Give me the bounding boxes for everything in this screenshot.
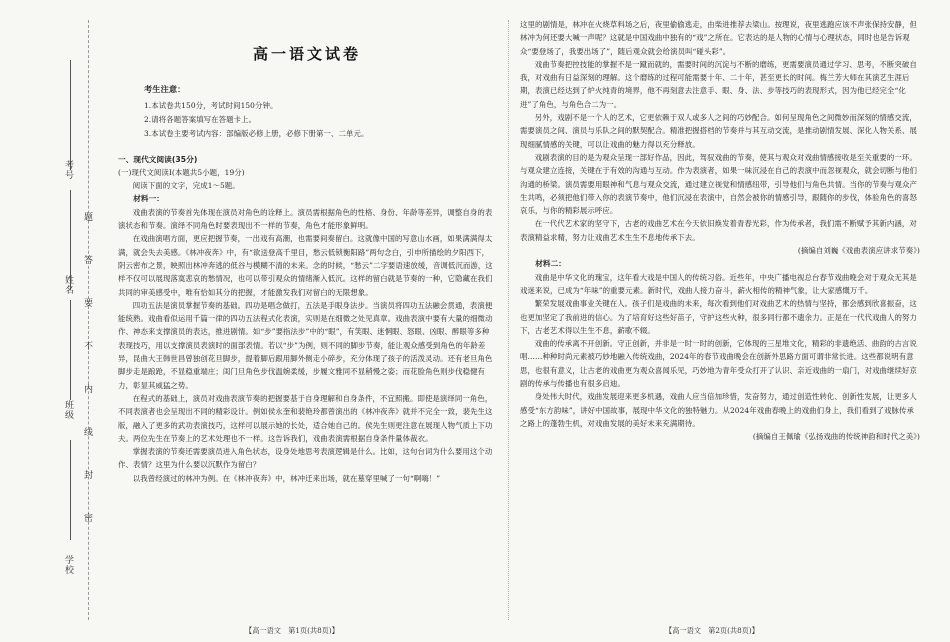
notice-item: 1.本试卷共150分，考试时间150分钟。 (144, 100, 278, 110)
paragraph: 戏曲表演的节奏首先体现在演员对角色的诠释上。演员需根据角色的性格、身份、年龄等差异，调整自身的表演状态和节奏。演绎不同角色时要表现出不一样的节奏，角色才能形象鲜明。 (118, 207, 493, 231)
source-citation: (摘编自刘巍《戏曲表演应讲求节奏》) (797, 246, 920, 256)
paragraph: 另外，戏剧不是一个人的艺术，它更依赖于双人或多人之间的巧妙配合。如何呈现角色之间微妙而深刻的情感交流，需要演员之间、演员与乐队之间的默契配合。精准把握搭档的节奏并与其互动交流，是推动剧情发展、深化人物关系、展现细腻情感的关键，可以让戏曲的魅力得以充分释放。 (520, 113, 918, 149)
page-1-footer: 【高一语文 第1页(共8页)】 (245, 626, 339, 635)
notice-heading: 考生注意： (144, 84, 186, 95)
seal-char: 线 (84, 428, 94, 438)
paragraph: 在一代代艺术家的坚守下，古老的戏曲艺术在今天依旧焕发着青春光彩，作为传承者，我们需不断赋予其新内涵，对表演精益求精，努力让戏曲艺术生生不息地传承下去。 (520, 219, 917, 242)
subsection-heading: (一)现代文阅读Ⅰ(本题共5小题，19分) (118, 167, 245, 177)
notice-list (144, 99, 496, 141)
binding-line (70, 300, 71, 400)
seal-char: 要 (84, 299, 94, 309)
paragraph: 在程式的基础上，演员对戏曲表演节奏的把握要基于自身理解和自身条件，不宜照搬。即使是演绎同一角色，不同表演者也会呈现出不同的精彩设计。例如侯永奎和裴艳玲都曾演出的《林冲夜奔》就并不完全一致，裴先生这版，融入了更多的武功表演技巧，这样可以展示她的长处，适合她自己的。侯先生则更注意在展现人物气质上下功夫。两位先生在节奏上的艺术处理也不一样。这告诉我们，戏曲表演需根据自身条件量体裁衣。 (118, 393, 493, 443)
paragraph: 繁荣发展戏曲事业关键在人。孩子们是戏曲的未来，每次看到他们对戏曲艺术的热情与坚持，都会感到欣喜振奋，这也更加坚定了我前进的信心。为了培育好这些好苗子，守护这些火种，很多同行都不遗余力。正是在一代代戏曲人的努力下，古老艺术得以生生不息，薪歌不辍。 (520, 299, 918, 335)
kaohao-label: 考号 (63, 160, 73, 180)
seal-char: 答 (84, 256, 94, 266)
seal-char: 密 (84, 514, 94, 524)
page-divider (508, 20, 509, 620)
page-2-footer: 【高一语文 第2页(共8页)】 (665, 626, 759, 635)
seal-char: 题 (84, 213, 94, 223)
page-title: 高一语文试卷 (252, 45, 361, 63)
seal-char: 封 (84, 471, 94, 481)
seal-char: 不 (84, 342, 94, 352)
paragraph: 戏曲节奏把控技能的掌握不是一蹴而就的，需要时间的沉淀与不断的磨练，更需要演员通过学习、思考，不断突破自我，对戏曲有日益深刻的理解。这个磨练的过程可能需要十年、二十年，甚至更长的时间。梅兰芳大师在其演艺生涯后期，表演已经达到了炉火纯青的境界，他不再刻意去注意手、眼、身、法、步等技巧的表现形式，因为他已经完全“化进”了角色，与角色合二为一。 (520, 59, 917, 109)
paragraph: 身处伟大时代，戏曲发展迎来更多机遇，戏曲人应当倍加珍惜，发奋努力，通过创造性转化、创新性发展，让更多人感受“东方韵味”，讲好中国故事，展现中华文化的独特魅力。从2024年戏曲春晚上的戏曲们身上，我们看到了戏脉传承之路上的蓬勃生机，对戏曲发展的美好未来充满期待。 (520, 392, 917, 428)
paragraph: 戏曲的传承离不开创新。守正创新，并非是一时一时的创新，它体现的三星堆文化，精彩的非遗绝活、曲韵的古言说唱……种种时尚元素被巧妙地融入传统戏曲，2024年的春节戏曲晚会在创新外思路方面可谓非常长进。这些都说明有意思，也很有意义，让古老的戏曲更为观众喜闻乐见，巧妙地为青年受众打开了认识、亲近戏曲的一扇门，对戏曲继续好京剧的传承与传播也有很多启迪。 (520, 339, 918, 389)
notice-item: 2.请将各题答案填写在答题卡上。 (144, 114, 257, 124)
binding-line (70, 440, 71, 540)
seal-char: 内 (84, 385, 94, 395)
notice-item: 3.本试卷主要考试内容：部编版必修上册，必修下册第一、二单元。 (144, 128, 369, 138)
page-2-column (520, 18, 920, 444)
paragraph: 以我曾经演过的林冲为例。在《林冲夜奔》中，林冲迁来出场，就在墓穿里喊了一句“啊嗨！” (132, 473, 441, 483)
xingming-label: 姓名 (63, 275, 73, 295)
binding-margin (0, 0, 92, 642)
paragraph: 掌握表演的节奏还需要演员进入角色状态，设身处地思考表演逻辑是什么。比如，这句台词为什么要用这个动作、表情？这里为什么要以沉默作为留白？ (118, 447, 493, 470)
banji-label: 班级 (63, 400, 73, 420)
section-heading: 一、现代文阅读(35分) (118, 154, 198, 164)
paragraph: 四功五法是演员掌握节奏的基础。四功是唱念做打，五法是手眼身法步。当演员将四功五法融会贯通，表演便能统熟。戏曲看似运用千篇一律的四功五法程式化表演，实则是在细微之处见真章。戏曲表演中要有大量的细微动作、神态来支撑演员的表达，推进剧情。如“步”要指法步”中的“眼”，有笑眼、迷惘眼、怒眼、凶眼、醉眼等多种表现技巧，用以支撑演员表演时的面部表情。若以“步”为例，则不同的脚步节奏，能让观众感受到角色的年龄差异，昆曲大王韩世昌曾独创花旦脚步，提着脚后跟用脚外侧走小碎步，充分体现了孩子的活泼灵动。还有老旦角色脚步走是踉跄，不显稳重端庄；闺门旦角色步伐温婉柔缓，步履文雅同不显稍慢之姿；而花脸角色则步伐稳健有力，彰显其威猛之势。 (118, 300, 493, 390)
material-1-label: 材料一： (133, 194, 164, 204)
source-citation: (摘编自王佩瑜《弘扬戏曲的传统神韵和时代之美》) (752, 432, 920, 442)
instruction: 阅读下面的文字，完成1～5题。 (132, 181, 240, 191)
page-1-column (118, 18, 496, 485)
seal-text (84, 210, 93, 524)
paragraph: 戏剧表演的目的是为观众呈现一部好作品，因此，驾驭戏曲的节奏，使其与观众对戏曲情感接收是至关重要的一环。与观众建立连接，关键在于有效的沟通与互动。作为表演者，如果一味沉浸在自己的表演中而忽视观众，就会切断与他们沟通的桥梁。演员需要用眼神和气息与观众交流，通过建立视觉和情感纽带，引导他们与角色共情。当你的节奏与观众产生共鸣，必须把他们带入你的表演节奏中，他们沉浸在表演中，自然会被你的情感引导，跟随你的步伐，体验角色的喜怒哀乐，与你的精彩展示呼应。 (520, 152, 918, 216)
paragraph: 在戏曲演唱方面，更应把握节奏，一出戏有高潮，也需要间奏留白。这就像中国的写意山水画，如果满满得太满，就会失去美感。《林冲夜奔》中，有“欲送登高千里目，愁云低锁衡阳路”两句念白，引申所描绘的夕阳西下，阴云密布之景，映照出林冲奔逃的低谷与模糊不清的未来。念的时候，“愁云”二字要语速放缓，音调低沉而游，这样不仅可以展现落寞悲哀的愁情况，也可以带引观众的情绪渐入低沉。这样的留白就是节奏的一种，它隐藏在我们共同的审美感受中，唯有恰如其分的把握，才能激发我们对留白的无限想象。 (118, 234, 493, 297)
xuexiao-label: 学校 (63, 555, 73, 575)
paragraph: 这里的剧情是，林冲在火烧草料场之后，夜里偷偷逃走，由柴进推荐去梁山。按理说，夜里逃跑应该不声张保持安静，但林冲为何还要大喊一声呢？这就是中国戏曲中独有的“戏”之所在。它表达的是人物的心情与心理状态，同时也是告诉观众“要登场了，我要出场了”，随后观众就会给演员叫“碰头彩”。 (520, 20, 918, 56)
binding-line (70, 60, 71, 170)
material-2-label: 材料二： (535, 259, 566, 269)
paragraph: 戏曲是中华文化的瑰宝，这年看大戏是中国人的传统习俗。近些年，中央广播电视总台春节戏曲晚会对于观众无其是戏迷来说，已成为“年味”的重要元素。新时代，戏曲人接力奋斗，薪火相传的精神气象，让大家感慨万千。 (520, 272, 917, 295)
